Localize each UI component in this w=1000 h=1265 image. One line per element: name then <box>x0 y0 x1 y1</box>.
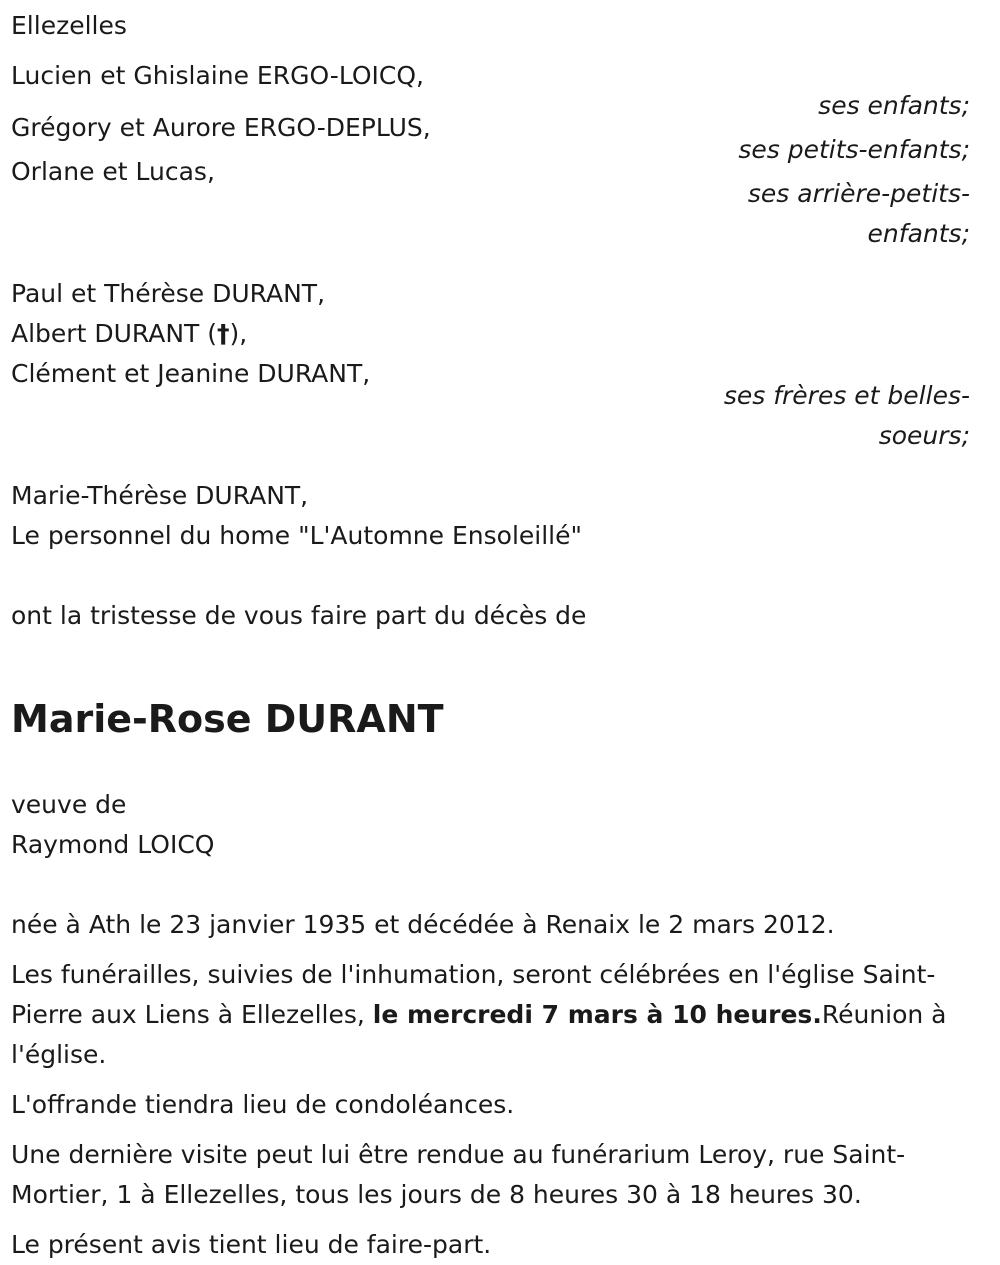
family-names: Lucien et Ghislaine ERGO-LOICQ, <box>11 61 425 90</box>
family-role: soeurs; <box>878 421 970 450</box>
visit-paragraph <box>11 1135 970 1215</box>
family-group-siblings <box>11 274 970 456</box>
family-role: ses frères et belles- <box>723 381 970 410</box>
funeral-text: Réunion à <box>821 1000 947 1029</box>
family-role: ses arrière-petits- <box>747 179 970 208</box>
place-name: Ellezelles <box>11 11 127 40</box>
visit-line: Une dernière visite peut lui être rendue au funérarium Leroy, rue Saint- <box>11 1140 906 1169</box>
mourner-name: Marie-Thérèse DURANT, <box>11 481 309 510</box>
spouse-name: Raymond LOICQ <box>11 830 215 859</box>
family-role: ses enfants; <box>818 91 970 120</box>
announcement-text: ont la tristesse de vous faire part du décès de <box>11 601 587 630</box>
widow-of-label: veuve de <box>11 790 127 819</box>
family-names: Clément et Jeanine DURANT, <box>11 359 371 388</box>
notice-text: Le présent avis tient lieu de faire-part. <box>11 1230 492 1259</box>
visit-line: Mortier, 1 à Ellezelles, tous les jours de 8 heures 30 à 18 heures 30. <box>11 1180 862 1209</box>
family-names: Albert DURANT ( <box>11 319 218 348</box>
funeral-line: Les funérailles, suivies de l'inhumation, seront célébrées en l'église Saint- <box>11 960 936 989</box>
family-names-albert <box>11 314 970 354</box>
deceased-name: Marie-Rose DURANT <box>11 697 444 741</box>
funeral-paragraph <box>11 955 970 1075</box>
family-names: Orlane et Lucas, <box>11 157 215 186</box>
family-names: Paul et Thérèse DURANT, <box>11 279 326 308</box>
offering-text: L'offrande tiendra lieu de condoléances. <box>11 1090 515 1119</box>
spouse-block <box>11 785 970 865</box>
family-names-suffix: ), <box>229 319 248 348</box>
funeral-line: l'église. <box>11 1040 107 1069</box>
funeral-text: Pierre aux Liens à Ellezelles, <box>11 1000 373 1029</box>
funeral-date: le mercredi 7 mars à 10 heures. <box>372 1000 822 1029</box>
family-role: enfants; <box>867 219 970 248</box>
mourner-name: Le personnel du home "L'Automne Ensoleillé" <box>11 521 582 550</box>
funeral-line <box>11 995 970 1035</box>
other-mourners <box>11 476 970 556</box>
family-role: ses petits-enfants; <box>738 135 970 164</box>
cross-icon: † <box>217 319 230 348</box>
birth-death-text: née à Ath le 23 janvier 1935 et décédée à Renaix le 2 mars 2012. <box>11 910 835 939</box>
family-names: Grégory et Aurore ERGO-DEPLUS, <box>11 113 431 142</box>
